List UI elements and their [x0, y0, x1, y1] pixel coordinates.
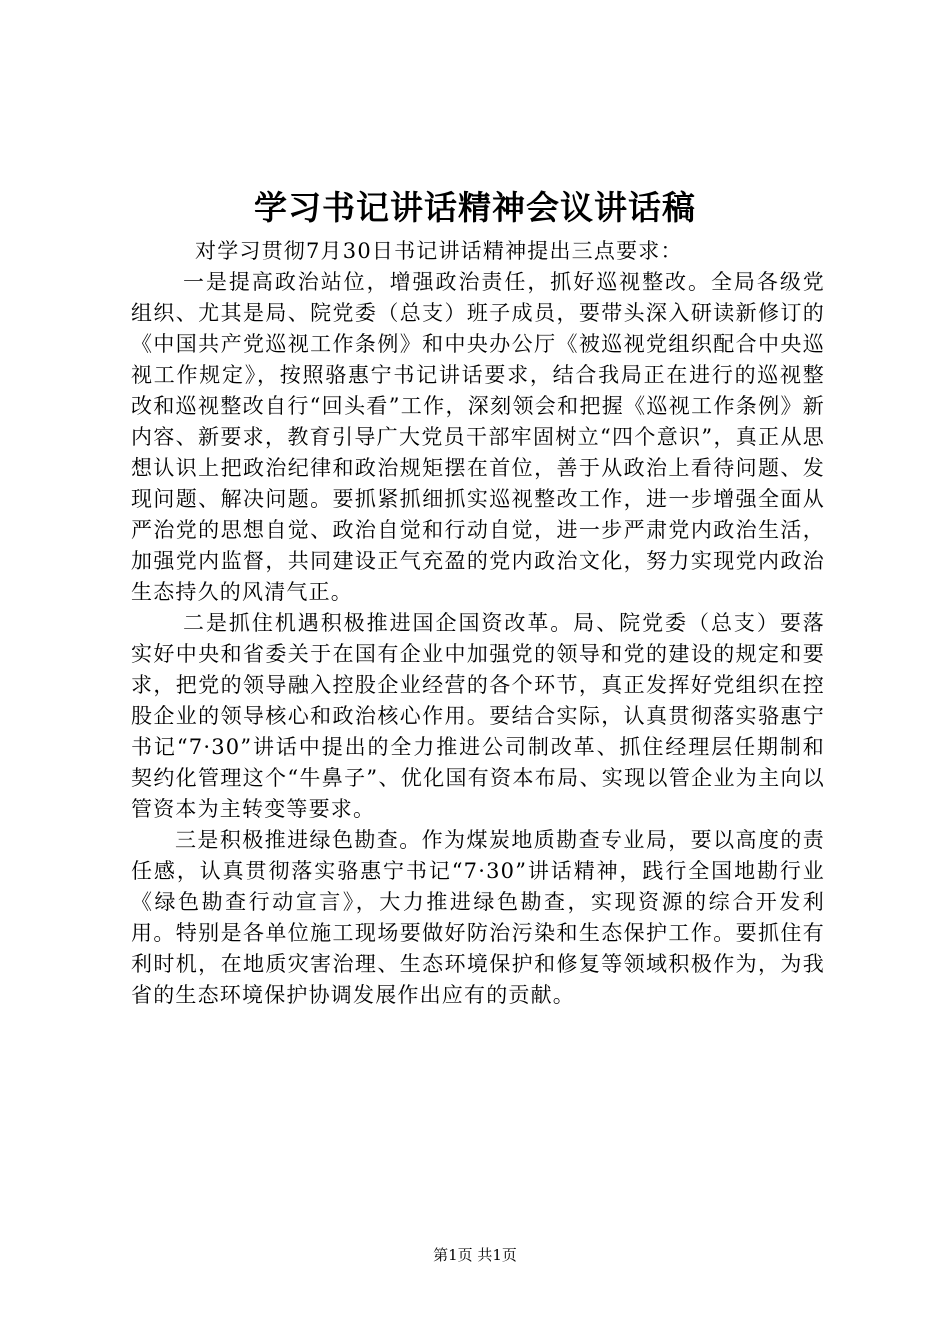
page-number-footer: 第1页 共1页 [433, 1246, 517, 1264]
point-one-paragraph: 一是提高政治站位，增强政治责任，抓好巡视整改。全局各级党组织、尤其是局、院党委（总支）班子成员，要带头深入研读新修订的《中国共产党巡视工作条例》和中央办公厅《被巡视党组织配合中央巡视工作规定》，按照骆惠宁书记讲话要求，结合我局正在进行的巡视整改和巡视整改自行“回头看”工作，深刻领会和把握《巡视工作条例》新内容、新要求，教育引导广大党员干部牢固树立“四个意识”，真正从思想认识上把政治纪律和政治规矩摆在首位，善于从政治上看待问题、发现问题、解决问题。要抓紧抓细抓实巡视整改工作，进一步增强全面从严治党的思想自觉、政治自觉和行动自觉，进一步严肃党内政治生活，加强党内监督，共同建设正气充盈的党内政治文化，努力实现党内政治生态持久的风清气正。 [131, 270, 825, 604]
intro-paragraph: 对学习贯彻7月30日书记讲话精神提出三点要求： [195, 239, 683, 263]
point-three-paragraph: 三是积极推进绿色勘查。作为煤炭地质勘查专业局，要以高度的责任感，认真贯彻落实骆惠宁书记“7·30”讲话精神，践行全国地勘行业《绿色勘查行动宣言》，大力推进绿色勘查，实现资源的综合开发利用。特别是各单位施工现场要做好防治污染和生态保护工作。要抓住有利时机，在地质灾害治理、生态环境保护和修复等领域积极作为，为我省的生态环境保护协调发展作出应有的贡献。 [131, 828, 825, 1007]
document-body [131, 236, 825, 1011]
document-title: 学习书记讲话精神会议讲话稿 [254, 188, 696, 227]
point-two-paragraph: 二是抓住机遇积极推进国企国资改革。局、院党委（总支）要落实好中央和省委关于在国有企业中加强党的领导和党的建设的规定和要求，把党的领导融入控股企业经营的各个环节，真正发挥好党组织在控股企业的领导核心和政治核心作用。要结合实际，认真贯彻落实骆惠宁书记“7·30”讲话中提出的全力推进公司制改革、抓住经理层任期制和契约化管理这个“牛鼻子”、优化国有资本布局、实现以管企业为主向以管资本为主转变等要求。 [131, 611, 825, 821]
